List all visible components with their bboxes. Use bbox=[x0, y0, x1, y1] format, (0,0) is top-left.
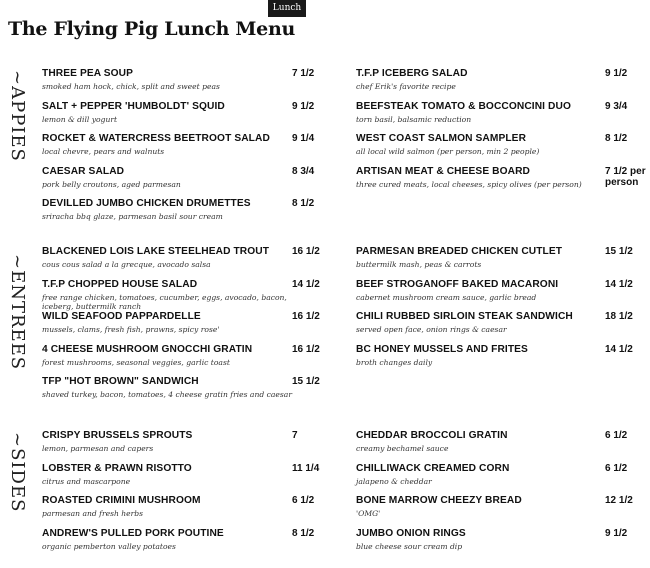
item-price: 15 1/2 bbox=[292, 376, 320, 388]
item-name: ARTISAN MEAT & CHEESE BOARD bbox=[356, 165, 531, 177]
menu-column-right bbox=[356, 68, 648, 198]
menu-item bbox=[42, 495, 332, 528]
item-name: TFP "HOT BROWN" SANDWICH bbox=[42, 376, 199, 388]
item-price: 12 1/2 bbox=[605, 495, 633, 507]
item-name: CHILLIWACK CREAMED CORN bbox=[356, 462, 510, 474]
menu-column-left bbox=[42, 430, 332, 560]
item-price: 7 bbox=[292, 430, 298, 441]
menu-item bbox=[42, 101, 332, 134]
item-price: 18 1/2 bbox=[605, 311, 633, 323]
item-name: BLACKENED LOIS LAKE STEELHEAD TROUT bbox=[42, 246, 270, 257]
page-title: The Flying Pig Lunch Menu bbox=[8, 18, 295, 40]
item-price: 16 1/2 bbox=[292, 343, 320, 355]
item-description: pork belly croutons, aged parmesan bbox=[42, 179, 181, 189]
menu-column-right bbox=[356, 430, 648, 560]
menu-item bbox=[356, 311, 648, 344]
item-description: sriracha bbq glaze, parmesan basil sour cream bbox=[42, 212, 223, 222]
item-description: served open face, onion rings & caesar bbox=[356, 325, 507, 335]
menu-item bbox=[42, 68, 332, 101]
item-price: 7 1/2 per person bbox=[605, 165, 646, 188]
item-price: 11 1/4 bbox=[292, 462, 320, 474]
menu-item bbox=[42, 166, 332, 199]
item-name: WEST COAST SALMON SAMPLER bbox=[356, 133, 527, 145]
menu-item bbox=[42, 279, 332, 312]
item-description: buttermilk mash, peas & carrots bbox=[356, 260, 482, 269]
item-name: 4 CHEESE MUSHROOM GNOCCHI GRATIN bbox=[42, 343, 253, 355]
menu-item bbox=[42, 246, 332, 279]
item-price: 9 1/2 bbox=[605, 527, 628, 539]
item-description: creamy bechamel sauce bbox=[356, 444, 449, 453]
item-price: 15 1/2 bbox=[605, 246, 633, 257]
item-name: CRISPY BRUSSELS SPROUTS bbox=[42, 430, 193, 441]
menu-item bbox=[356, 528, 648, 561]
item-name: LOBSTER & PRAWN RISOTTO bbox=[42, 462, 192, 474]
section-label: ~APPIES bbox=[7, 70, 28, 162]
item-price: 16 1/2 bbox=[292, 311, 320, 323]
menu-column-right bbox=[356, 246, 648, 376]
item-price: 14 1/2 bbox=[605, 343, 633, 355]
item-description: torn basil, balsamic reduction bbox=[356, 114, 472, 124]
item-description: lemon & dill yogurt bbox=[42, 114, 118, 124]
item-price: 6 1/2 bbox=[605, 462, 628, 474]
menu-item bbox=[356, 166, 648, 199]
item-name: CHEDDAR BROCCOLI GRATIN bbox=[356, 430, 508, 441]
item-description: jalapeno & cheddar bbox=[356, 476, 432, 486]
item-name: JUMBO ONION RINGS bbox=[356, 527, 466, 539]
item-price: 14 1/2 bbox=[605, 278, 633, 290]
item-name: SALT + PEPPER 'HUMBOLDT' SQUID bbox=[42, 100, 225, 112]
menu-item bbox=[356, 101, 648, 134]
item-name: DEVILLED JUMBO CHICKEN DRUMETTES bbox=[42, 198, 251, 210]
menu-item bbox=[356, 246, 648, 279]
section-label: ~ENTREES bbox=[7, 254, 28, 371]
item-name: CHILI RUBBED SIRLOIN STEAK SANDWICH bbox=[356, 311, 573, 323]
menu-item bbox=[356, 279, 648, 312]
menu-item bbox=[356, 430, 648, 463]
menu-item bbox=[42, 198, 332, 231]
item-price: 8 1/2 bbox=[292, 198, 315, 210]
item-price: 9 1/4 bbox=[292, 133, 315, 145]
item-price: 9 3/4 bbox=[605, 100, 628, 112]
item-name: ANDREW'S PULLED PORK POUTINE bbox=[42, 527, 224, 539]
item-description: 'OMG' bbox=[356, 509, 381, 519]
item-description: mussels, clams, fresh fish, prawns, spicy rose' bbox=[42, 325, 220, 335]
item-name: WILD SEAFOOD PAPPARDELLE bbox=[42, 311, 201, 323]
item-description: free range chicken, tomatoes, cucumber, eggs, avocado, bacon, iceberg, buttermilk ranch bbox=[42, 292, 287, 311]
menu-column-left bbox=[42, 68, 332, 231]
item-name: BEEFSTEAK TOMATO & BOCCONCINI DUO bbox=[356, 100, 571, 112]
menu-item bbox=[42, 430, 332, 463]
item-name: CAESAR SALAD bbox=[42, 165, 125, 177]
item-name: T.F.P ICEBERG SALAD bbox=[356, 68, 468, 79]
menu-item bbox=[356, 133, 648, 166]
item-price: 7 1/2 bbox=[292, 68, 315, 79]
item-description: shaved turkey, bacon, tomatoes, 4 cheese gratin fries and caesar bbox=[42, 390, 292, 400]
menu-item bbox=[42, 311, 332, 344]
menu-item bbox=[356, 463, 648, 496]
menu-item bbox=[356, 344, 648, 377]
item-description: blue cheese sour cream dip bbox=[356, 541, 463, 551]
item-description: cabernet mushroom cream sauce, garlic bread bbox=[356, 292, 537, 302]
item-price: 6 1/2 bbox=[292, 495, 315, 507]
item-description: smoked ham hock, chick, split and sweet peas bbox=[42, 82, 220, 91]
menu-item bbox=[42, 133, 332, 166]
item-name: BC HONEY MUSSELS AND FRITES bbox=[356, 343, 528, 355]
item-description: cous cous salad a la grecque, avocado salsa bbox=[42, 260, 211, 269]
item-description: parmesan and fresh herbs bbox=[42, 509, 144, 519]
item-description: all local wild salmon (per person, min 2 people) bbox=[356, 147, 540, 157]
menu-item bbox=[42, 463, 332, 496]
item-price: 14 1/2 bbox=[292, 278, 320, 290]
menu-item bbox=[42, 528, 332, 561]
item-name: PARMESAN BREADED CHICKEN CUTLET bbox=[356, 246, 563, 257]
item-name: ROASTED CRIMINI MUSHROOM bbox=[42, 495, 201, 507]
item-price: 9 1/2 bbox=[292, 100, 315, 112]
item-price: 8 3/4 bbox=[292, 165, 315, 177]
menu-item bbox=[42, 344, 332, 377]
item-description: local chevre, pears and walnuts bbox=[42, 147, 165, 157]
menu-item bbox=[42, 376, 332, 409]
item-price: 8 1/2 bbox=[605, 133, 628, 145]
item-description: chef Erik's favorite recipe bbox=[356, 82, 456, 91]
item-name: BEEF STROGANOFF BAKED MACARONI bbox=[356, 278, 559, 290]
item-description: three cured meats, local cheeses, spicy olives (per person) bbox=[356, 179, 582, 189]
item-description: lemon, parmesan and capers bbox=[42, 444, 154, 453]
menu-item bbox=[356, 68, 648, 101]
item-description: forest mushrooms, seasonal veggies, garlic toast bbox=[42, 357, 230, 367]
item-name: ROCKET & WATERCRESS BEETROOT SALAD bbox=[42, 133, 270, 145]
section-label: ~SIDES bbox=[7, 432, 28, 513]
item-price: 16 1/2 bbox=[292, 246, 320, 257]
menu-column-left bbox=[42, 246, 332, 409]
item-price: 9 1/2 bbox=[605, 68, 628, 79]
item-price: 8 1/2 bbox=[292, 527, 315, 539]
item-description: broth changes daily bbox=[356, 357, 433, 367]
item-name: BONE MARROW CHEEZY BREAD bbox=[356, 495, 522, 507]
item-price: 6 1/2 bbox=[605, 430, 628, 441]
tab-lunch[interactable]: Lunch bbox=[268, 0, 306, 17]
item-description: citrus and mascarpone bbox=[42, 476, 131, 486]
item-name: T.F.P CHOPPED HOUSE SALAD bbox=[42, 278, 198, 290]
menu-item bbox=[356, 495, 648, 528]
item-name: THREE PEA SOUP bbox=[42, 68, 134, 79]
item-description: organic pemberton valley potatoes bbox=[42, 541, 176, 551]
